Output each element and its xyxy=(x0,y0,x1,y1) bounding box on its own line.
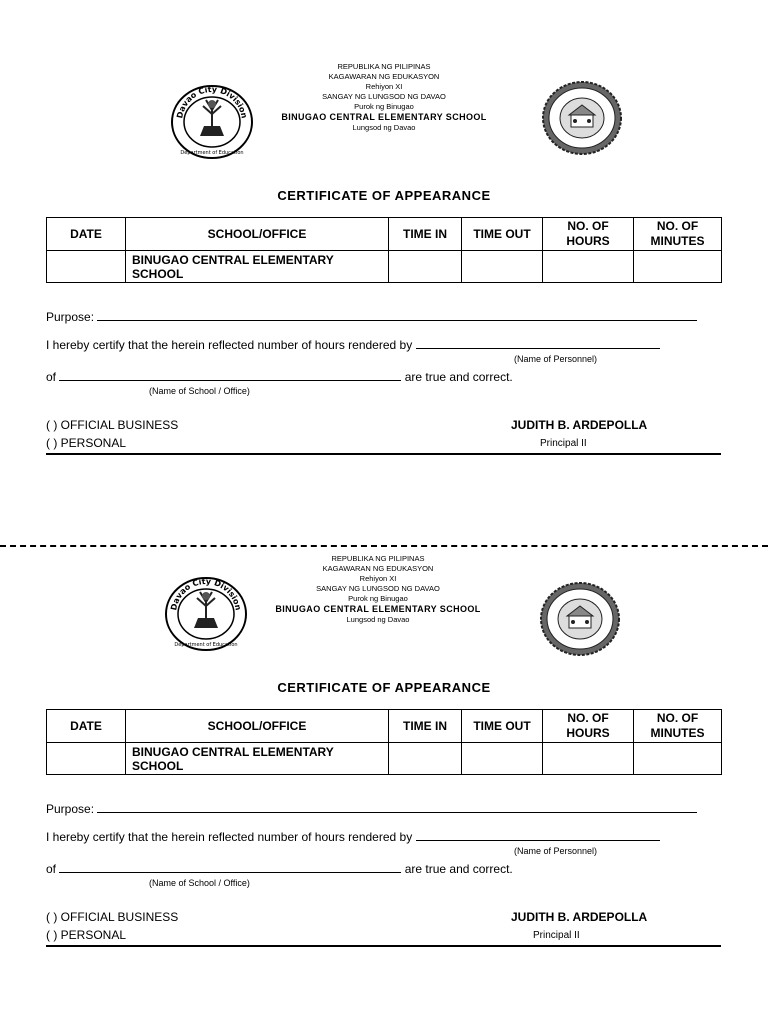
certificate-bottom xyxy=(0,492,768,972)
col-school-office: SCHOOL/OFFICE xyxy=(126,710,389,743)
table-row xyxy=(47,743,722,775)
personnel-name-field[interactable] xyxy=(416,829,660,841)
table-header-row xyxy=(47,710,722,743)
department-line: KAGAWARAN NG EDUKASYON xyxy=(328,72,440,81)
table-header-row xyxy=(47,218,722,251)
name-personnel-caption: (Name of Personnel) xyxy=(514,846,598,856)
signatory-name: JUDITH B. ARDEPOLLA xyxy=(511,418,648,432)
col-time-in: TIME IN xyxy=(389,218,462,251)
svg-text:Department of Education: Department of Education xyxy=(174,642,238,648)
col-hours: NO. OF HOURS xyxy=(543,710,634,743)
of-label: of xyxy=(46,370,57,384)
of-label: of xyxy=(46,862,57,876)
school-name: BINUGAO CENTRAL ELEMENTARY SCHOOL xyxy=(281,112,487,122)
bottom-rule xyxy=(46,945,721,947)
col-time-out: TIME OUT xyxy=(462,218,543,251)
purok-line: Purok ng Binugao xyxy=(348,594,408,603)
time-out-cell[interactable] xyxy=(462,251,543,283)
school-office-field[interactable] xyxy=(59,861,401,873)
col-date: DATE xyxy=(47,218,126,251)
city-line: Lungsod ng Davao xyxy=(346,615,410,624)
official-business-checkbox[interactable]: ( ) OFFICIAL BUSINESS xyxy=(46,910,179,924)
purpose-line xyxy=(46,309,697,324)
hours-cell[interactable] xyxy=(543,251,634,283)
purpose-line xyxy=(46,801,697,816)
time-in-cell[interactable] xyxy=(389,743,462,775)
of-line xyxy=(46,861,513,876)
appearance-table xyxy=(46,217,722,283)
republic-line: REPUBLIKA NG PILIPINAS xyxy=(331,554,425,563)
col-date: DATE xyxy=(47,710,126,743)
city-line: Lungsod ng Davao xyxy=(352,123,416,132)
purpose-label: Purpose: xyxy=(46,802,95,816)
region-line: Rehiyon XI xyxy=(365,82,403,91)
certify-text: I hereby certify that the herein reflected number of hours rendered by xyxy=(46,830,413,844)
official-business-checkbox[interactable]: ( ) OFFICIAL BUSINESS xyxy=(46,418,179,432)
col-minutes: NO. OF MINUTES xyxy=(634,710,722,743)
region-line: Rehiyon XI xyxy=(359,574,397,583)
of-line xyxy=(46,369,513,384)
personal-checkbox[interactable]: ( ) PERSONAL xyxy=(46,436,127,450)
personal-checkbox[interactable]: ( ) PERSONAL xyxy=(46,928,127,942)
table-row xyxy=(47,251,722,283)
signatory-position: Principal II xyxy=(540,438,587,449)
svg-text:Davao City Division: Davao City Division xyxy=(169,576,243,612)
signatory-name: JUDITH B. ARDEPOLLA xyxy=(511,910,648,924)
time-out-cell[interactable] xyxy=(462,743,543,775)
svg-text:Department of Education: Department of Education xyxy=(180,150,244,156)
certify-line xyxy=(46,337,660,352)
time-in-cell[interactable] xyxy=(389,251,462,283)
appearance-table xyxy=(46,709,722,775)
name-personnel-caption: (Name of Personnel) xyxy=(514,354,598,364)
letterhead xyxy=(0,62,768,133)
minutes-cell[interactable] xyxy=(634,743,722,775)
hours-cell[interactable] xyxy=(543,743,634,775)
col-minutes: NO. OF MINUTES xyxy=(634,218,722,251)
school-name: BINUGAO CENTRAL ELEMENTARY SCHOOL xyxy=(275,604,481,614)
division-line: SANGAY NG LUNGSOD NG DAVAO xyxy=(322,92,446,101)
department-line: KAGAWARAN NG EDUKASYON xyxy=(322,564,434,573)
division-line: SANGAY NG LUNGSOD NG DAVAO xyxy=(316,584,440,593)
letterhead xyxy=(0,554,762,625)
true-correct-text: are true and correct. xyxy=(404,862,513,876)
svg-text:Davao City Division: Davao City Division xyxy=(175,84,249,120)
bottom-rule xyxy=(46,453,721,455)
col-time-out: TIME OUT xyxy=(462,710,543,743)
col-hours: NO. OF HOURS xyxy=(543,218,634,251)
personnel-name-field[interactable] xyxy=(416,337,660,349)
certificate-title: CERTIFICATE OF APPEARANCE xyxy=(277,680,491,695)
true-correct-text: are true and correct. xyxy=(404,370,513,384)
date-cell[interactable] xyxy=(47,251,126,283)
purok-line: Purok ng Binugao xyxy=(354,102,414,111)
date-cell[interactable] xyxy=(47,743,126,775)
certificate-title: CERTIFICATE OF APPEARANCE xyxy=(277,188,491,203)
name-school-caption: (Name of School / Office) xyxy=(149,878,250,888)
school-office-field[interactable] xyxy=(59,369,401,381)
purpose-field[interactable] xyxy=(97,309,697,321)
signatory-position: Principal II xyxy=(533,930,580,941)
certify-text: I hereby certify that the herein reflected number of hours rendered by xyxy=(46,338,413,352)
republic-line: REPUBLIKA NG PILIPINAS xyxy=(337,62,431,71)
certificate-top xyxy=(0,0,768,480)
school-office-cell: BINUGAO CENTRAL ELEMENTARY SCHOOL xyxy=(126,251,389,283)
name-school-caption: (Name of School / Office) xyxy=(149,386,250,396)
purpose-label: Purpose: xyxy=(46,310,95,324)
certify-line xyxy=(46,829,660,844)
col-time-in: TIME IN xyxy=(389,710,462,743)
minutes-cell[interactable] xyxy=(634,251,722,283)
purpose-field[interactable] xyxy=(97,801,697,813)
col-school-office: SCHOOL/OFFICE xyxy=(126,218,389,251)
school-office-cell: BINUGAO CENTRAL ELEMENTARY SCHOOL xyxy=(126,743,389,775)
